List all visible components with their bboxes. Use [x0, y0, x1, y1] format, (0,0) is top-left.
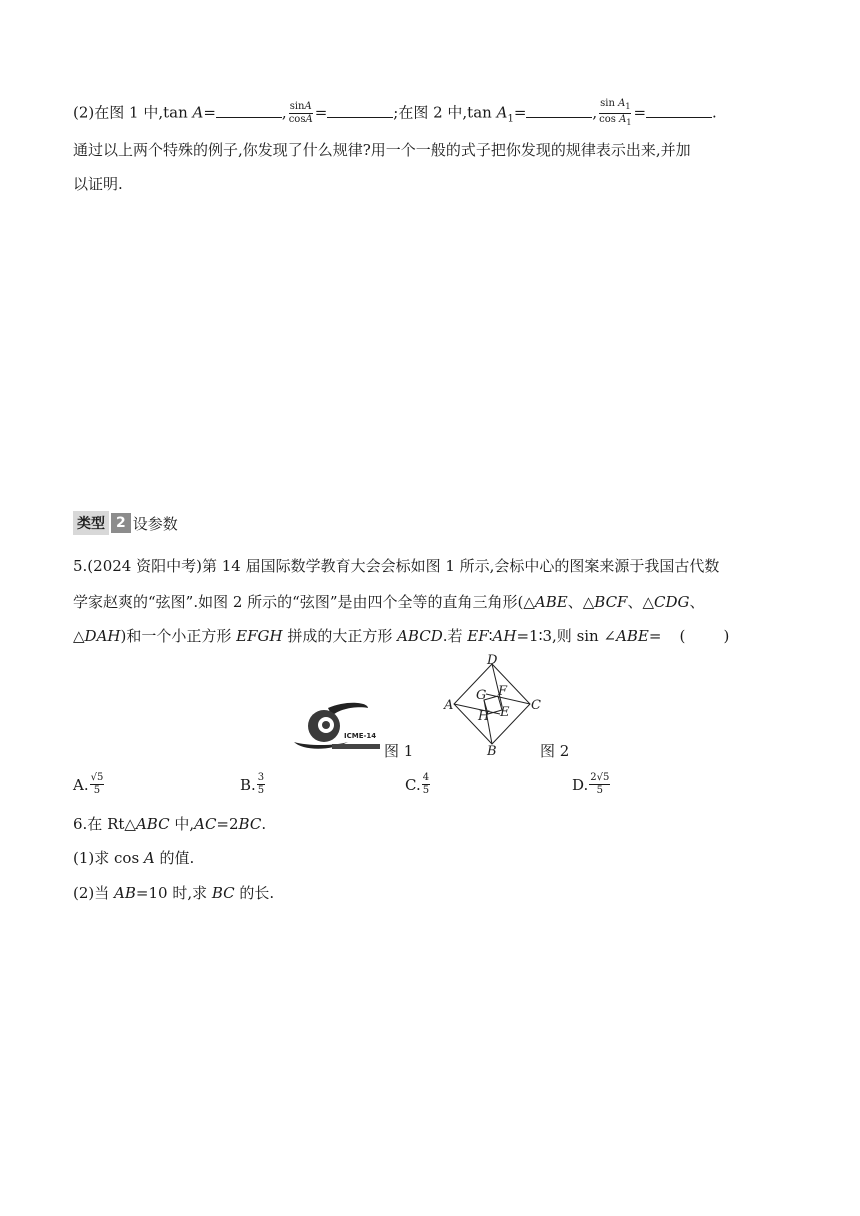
- seg-bc: BC: [238, 815, 262, 833]
- frac-num-var: A: [304, 101, 312, 112]
- frac-num: 4: [422, 772, 430, 783]
- label-f: F: [498, 684, 508, 699]
- equals-sign: =: [648, 627, 662, 645]
- square-efgh: EFGH: [236, 627, 283, 645]
- fraction-sinA1-over-cosA1: [598, 98, 632, 129]
- option-letter: C.: [405, 775, 421, 794]
- frac-num: 3: [257, 772, 265, 783]
- option-letter: A.: [73, 775, 89, 794]
- text: .若: [442, 627, 468, 645]
- text: (2)当: [73, 884, 115, 902]
- q5-line2: [73, 592, 705, 612]
- text: )和一个小正方形: [120, 627, 237, 645]
- frac-den-var: A: [619, 114, 627, 125]
- seg-ef: EF: [467, 627, 489, 645]
- text: 6.在 Rt△: [73, 815, 136, 833]
- q6-stem: [73, 814, 266, 834]
- tri-dah: DAH: [84, 627, 121, 645]
- frac-num: 2√5: [590, 772, 610, 783]
- label-h: H: [478, 709, 490, 724]
- text: (1)求 cos: [73, 849, 144, 867]
- frac-num-fn: sin: [289, 101, 305, 112]
- equals-sign: =: [633, 103, 647, 122]
- figure-2-caption: 图 2: [540, 742, 570, 760]
- frac-num-fn: sin: [600, 98, 619, 109]
- sep: 、: [689, 593, 705, 611]
- ratio-sign: ∶: [488, 627, 493, 645]
- option-b[interactable]: [240, 772, 266, 797]
- sep: 、△: [567, 593, 595, 611]
- option-d[interactable]: [572, 772, 611, 797]
- tri-cdg: CDG: [654, 593, 690, 611]
- var-a: A: [143, 849, 155, 867]
- text: 的长.: [234, 884, 275, 902]
- q4-followup-line2: 以证明.: [73, 175, 123, 193]
- label-e: E: [500, 705, 510, 720]
- frac-den: 5: [257, 785, 265, 796]
- logo-text-bar: [332, 744, 380, 749]
- frac-den: 5: [93, 785, 101, 796]
- frac-den-fn: cos: [288, 114, 306, 125]
- option-fraction: [257, 772, 265, 797]
- q5-line3: [73, 626, 729, 646]
- option-fraction: [90, 772, 105, 797]
- type-badge-label: 类型: [73, 511, 109, 535]
- text: .: [261, 815, 267, 833]
- option-c[interactable]: [405, 772, 431, 797]
- option-letter: B.: [240, 775, 256, 794]
- answer-parentheses[interactable]: ( ): [679, 627, 730, 645]
- seg-cf: [486, 694, 530, 704]
- sep: 、△: [627, 593, 655, 611]
- label-a: A: [444, 698, 454, 713]
- angle-abe: ABE: [616, 627, 649, 645]
- var-a: A: [192, 103, 204, 122]
- var-a1: A: [496, 103, 508, 122]
- answer-blank-2[interactable]: [327, 105, 393, 118]
- option-fraction: [422, 772, 430, 797]
- seg-ac: AC: [194, 815, 217, 833]
- label-b: B: [487, 744, 497, 756]
- logo-disc-core: [322, 721, 330, 729]
- icme-logo-image: [288, 700, 384, 756]
- frac-num-var: A: [618, 98, 626, 109]
- answer-blank-4[interactable]: [646, 105, 712, 118]
- q5-line1: 5.(2024 资阳中考)第 14 届国际数学教育大会会标如图 1 所示,会标中心的图案来源于我国古代数: [73, 557, 720, 575]
- label-d: D: [487, 653, 498, 668]
- type-badge-number: 2: [111, 513, 131, 533]
- seg-bc: BC: [211, 884, 235, 902]
- frac-den-sub: 1: [626, 118, 632, 127]
- q4-part2-prefix: (2)在图 1 中,tan: [73, 103, 193, 122]
- subscript-1: 1: [507, 113, 514, 125]
- equals-sign: =: [314, 103, 328, 122]
- frac-num-sub: 1: [625, 102, 631, 111]
- q6-part1: [73, 848, 194, 868]
- comma: ,: [592, 103, 598, 122]
- frac-den: 5: [596, 785, 603, 796]
- text: 中,: [169, 815, 195, 833]
- seg-ab: AB: [114, 884, 136, 902]
- text: 拼成的大正方形: [282, 627, 398, 645]
- label-g: G: [476, 688, 487, 703]
- text: 的值.: [154, 849, 195, 867]
- q4-part2-mid: ;在图 2 中,tan: [393, 103, 497, 122]
- q6-part2: [73, 883, 274, 903]
- label-c: C: [531, 698, 541, 713]
- tri-abc: ABC: [135, 815, 170, 833]
- option-fraction: [589, 772, 610, 797]
- answer-blank-3[interactable]: [526, 105, 592, 118]
- square-abcd: ABCD: [397, 627, 443, 645]
- text: =2: [216, 815, 239, 833]
- outer-square: [454, 664, 530, 744]
- triangle-symbol: △: [73, 627, 85, 645]
- equals-sign: =: [203, 103, 216, 122]
- text: =1∶3,则 sin ∠: [516, 627, 617, 645]
- equals-sign: =: [513, 103, 527, 122]
- fraction-sinA-over-cosA: [288, 101, 314, 126]
- tri-abe: ABE: [534, 593, 568, 611]
- frac-num: √5: [90, 772, 104, 783]
- q5-line2-text: 学家赵爽的“弦图”.如图 2 所示的“弦图”是由四个全等的直角三角形(△: [73, 593, 535, 611]
- text: =10 时,求: [135, 884, 212, 902]
- comma: ,: [281, 103, 287, 122]
- q4-part2-line: [73, 98, 717, 130]
- answer-blank-1[interactable]: [216, 105, 282, 118]
- frac-den-fn: cos: [599, 114, 620, 125]
- section-header: [73, 512, 178, 534]
- frac-den-var: A: [305, 114, 313, 125]
- option-a[interactable]: [73, 772, 105, 797]
- logo-text: ICME-14: [344, 732, 377, 740]
- section-title: 设参数: [132, 514, 178, 533]
- q4-followup-line1: 通过以上两个特殊的例子,你发现了什么规律?用一个一般的式子把你发现的规律表示出来,并加: [73, 141, 691, 159]
- tri-bcf: BCF: [594, 593, 628, 611]
- frac-den: 5: [422, 785, 430, 796]
- period: .: [712, 103, 717, 122]
- seg-ah: AH: [492, 627, 517, 645]
- option-letter: D.: [572, 775, 589, 794]
- figure-1-caption: 图 1: [384, 742, 414, 760]
- string-diagram: [438, 652, 550, 756]
